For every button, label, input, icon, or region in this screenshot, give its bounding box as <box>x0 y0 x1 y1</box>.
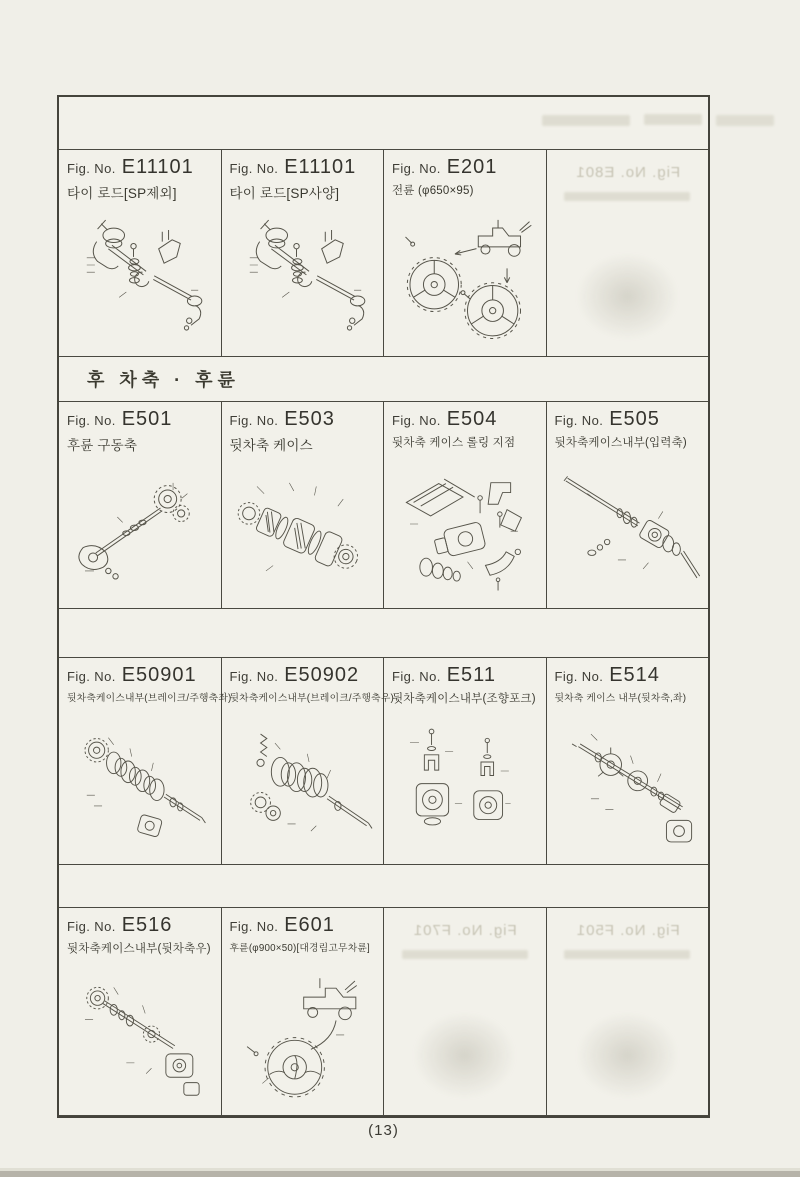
figure-number <box>230 409 377 429</box>
figure-number <box>230 915 377 935</box>
figure-number-value: E11101 <box>121 156 194 178</box>
figure-number-value: E511 <box>446 664 496 686</box>
figure-number <box>230 157 377 177</box>
figure-number-prefix: Fig. No. <box>554 669 604 684</box>
figure-label: 뒷차축케이스내부(브레이크/주행축좌) <box>67 693 232 704</box>
figure-number-prefix: Fig. No. <box>67 669 116 684</box>
empty-cell <box>547 150 709 356</box>
bleed-through-artifact <box>576 253 679 340</box>
steering-fork-diagram <box>392 708 539 861</box>
figure-number-prefix: Fig. No. <box>67 161 116 176</box>
figure-cell-E11101 <box>59 150 222 356</box>
bleed-through-artifact <box>402 950 528 959</box>
tie-rod-diagram <box>230 204 377 353</box>
bleed-through-artifact <box>564 192 690 201</box>
figure-number <box>67 409 214 429</box>
figure-number-value: E50901 <box>121 664 197 686</box>
input-shaft-diagram <box>555 452 702 605</box>
figure-number-prefix: Fig. No. <box>229 161 279 176</box>
spacer-row <box>59 97 708 149</box>
figure-label: 타이 로드[SP사양] <box>229 186 340 201</box>
figure-number-value: E516 <box>121 914 173 936</box>
figure-number-value: E11101 <box>284 156 357 178</box>
case-rolling-diagram <box>392 452 539 605</box>
figure-number-prefix: Fig. No. <box>392 161 441 176</box>
figure-number-value: E504 <box>446 408 498 430</box>
figure-number-value: E601 <box>284 914 335 936</box>
figure-cell-E201 <box>384 150 547 356</box>
figure-number <box>555 409 702 429</box>
empty-cell <box>384 908 547 1115</box>
bleed-through-text: Fig. No. E801 <box>574 164 680 181</box>
figure-number-prefix: Fig. No. <box>229 919 279 934</box>
table-row <box>59 907 708 1116</box>
parts-catalog-table <box>57 95 710 1118</box>
table-row <box>59 149 708 357</box>
bleed-through-artifact <box>716 115 774 126</box>
figure-number <box>392 665 539 685</box>
axle-case-diagram <box>230 456 377 605</box>
brake-shaft-right-diagram <box>230 706 377 861</box>
figure-number-value: E503 <box>284 408 335 430</box>
figure-cell-E50901 <box>59 658 232 864</box>
bleed-through-artifact <box>644 114 702 125</box>
figure-number-value: E201 <box>446 156 498 178</box>
figure-number-value: E505 <box>609 408 660 430</box>
section-header-row <box>59 357 708 401</box>
figure-number-prefix: Fig. No. <box>67 919 116 934</box>
figure-label: 뒷차축케이스내부(브레이크/주행축우) <box>229 693 394 704</box>
figure-cell-E514 <box>547 658 709 864</box>
figure-label: 뒷차축케이스내부(조향포크) <box>392 693 536 705</box>
figure-number-value: E50902 <box>284 664 360 686</box>
figure-number <box>555 665 702 685</box>
scan-edge <box>0 1171 800 1177</box>
figure-number <box>67 915 214 935</box>
tie-rod-diagram <box>67 204 214 353</box>
figure-label: 전륜 (φ650×95) <box>392 185 474 197</box>
figure-label: 뒷차축케이스내부(입력축) <box>554 437 687 449</box>
figure-label: 뒷차축 케이스 <box>229 438 313 453</box>
figure-cell-E11101 <box>222 150 385 356</box>
figure-number-prefix: Fig. No. <box>392 413 441 428</box>
bleed-through-text: Fig. No. F701 <box>412 922 517 939</box>
table-row <box>59 401 708 609</box>
page-number: (13) <box>368 1122 399 1139</box>
figure-number-prefix: Fig. No. <box>67 413 116 428</box>
axle-inner-right-diagram <box>67 958 214 1112</box>
bleed-through-artifact <box>576 1012 679 1099</box>
figure-number <box>392 409 539 429</box>
drive-shaft-diagram <box>67 456 214 605</box>
figure-label: 후륜 구동축 <box>67 438 138 453</box>
empty-cell <box>547 908 709 1115</box>
figure-cell-E50902 <box>222 658 394 864</box>
figure-label: 뒷차축케이스내부(뒷차축우) <box>67 943 211 955</box>
figure-cell-E503 <box>222 402 385 608</box>
figure-number-prefix: Fig. No. <box>554 413 604 428</box>
figure-number <box>230 665 377 685</box>
figure-label: 후륜(φ900×50)[대경림고무차륜] <box>229 943 370 954</box>
bleed-through-text: Fig. No. F501 <box>575 922 680 939</box>
figure-cell-E601 <box>222 908 385 1115</box>
brake-shaft-left-diagram <box>67 706 214 861</box>
bleed-through-artifact <box>413 1012 516 1099</box>
figure-cell-E501 <box>59 402 222 608</box>
figure-number <box>392 157 539 177</box>
figure-number <box>67 665 214 685</box>
figure-cell-E516 <box>59 908 222 1115</box>
figure-number-prefix: Fig. No. <box>229 669 279 684</box>
table-row <box>59 657 708 865</box>
axle-inner-left-diagram <box>555 706 702 861</box>
figure-label: 타이 로드[SP제외] <box>67 186 177 201</box>
figure-cell-E511 <box>384 658 547 864</box>
figure-cell-E505 <box>547 402 709 608</box>
figure-number-prefix: Fig. No. <box>229 413 279 428</box>
front-wheels-diagram <box>392 200 539 353</box>
spacer-row <box>59 609 708 657</box>
figure-number-value: E514 <box>609 664 660 686</box>
rear-wheel-diagram <box>230 956 377 1112</box>
figure-number-prefix: Fig. No. <box>392 669 441 684</box>
figure-number <box>67 157 214 177</box>
spacer-row <box>59 865 708 907</box>
bleed-through-artifact <box>564 950 690 959</box>
figure-number-value: E501 <box>121 408 173 430</box>
bleed-through-artifact <box>542 115 630 126</box>
figure-label: 뒷차축 케이스 롤링 지점 <box>392 437 516 449</box>
section-title: 후 차축 · 후륜 <box>87 370 240 390</box>
figure-cell-E504 <box>384 402 547 608</box>
figure-label: 뒷차축 케이스 내부(뒷차축,좌) <box>554 693 687 704</box>
